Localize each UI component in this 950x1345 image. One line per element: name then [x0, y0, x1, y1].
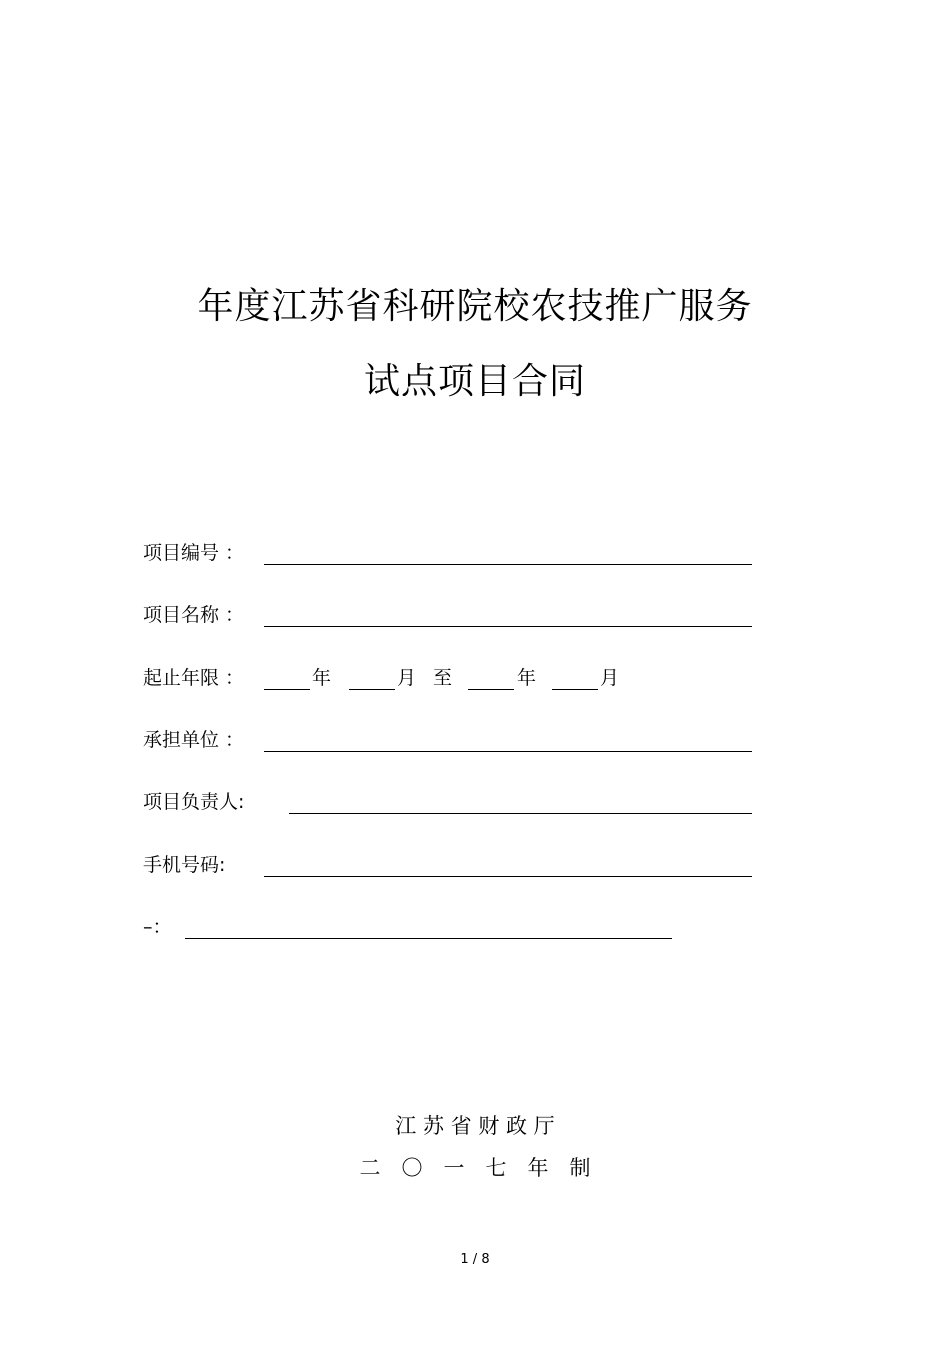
project-leader-line[interactable]	[289, 813, 752, 814]
project-name-label: 项目名称 ：	[143, 604, 245, 626]
start-month-blank[interactable]	[349, 689, 395, 690]
start-year-blank[interactable]	[264, 689, 310, 690]
start-year-unit: 年	[312, 667, 332, 689]
extra-field-label: –：	[143, 916, 172, 938]
mobile-label: 手机号码:	[143, 854, 226, 876]
undertaking-unit-line[interactable]	[264, 751, 752, 752]
end-year-unit: 年	[517, 667, 537, 689]
project-leader-label: 项目负责人:	[143, 791, 245, 813]
project-name-line[interactable]	[264, 626, 752, 627]
page-number: 1 / 8	[460, 1252, 490, 1267]
mobile-line[interactable]	[264, 876, 752, 877]
project-number-line[interactable]	[264, 564, 752, 565]
year-made: 二 〇 一 七 年 制	[359, 1156, 591, 1180]
end-year-blank[interactable]	[468, 689, 514, 690]
extra-field-line[interactable]	[185, 938, 672, 939]
start-month-unit: 月	[397, 667, 417, 689]
issuer-name: 江 苏 省 财 政 厅	[395, 1114, 555, 1138]
contract-title-line-2: 试点项目合同	[363, 361, 586, 402]
undertaking-unit-label: 承担单位 ：	[143, 729, 245, 751]
contract-title-line-1: 年度江苏省科研院校农技推广服务	[197, 286, 753, 327]
project-number-label: 项目编号 ：	[143, 542, 245, 564]
period-label: 起止年限 ：	[143, 667, 245, 689]
period-to: 至	[433, 667, 453, 689]
end-month-blank[interactable]	[552, 689, 598, 690]
end-month-unit: 月	[600, 667, 620, 689]
